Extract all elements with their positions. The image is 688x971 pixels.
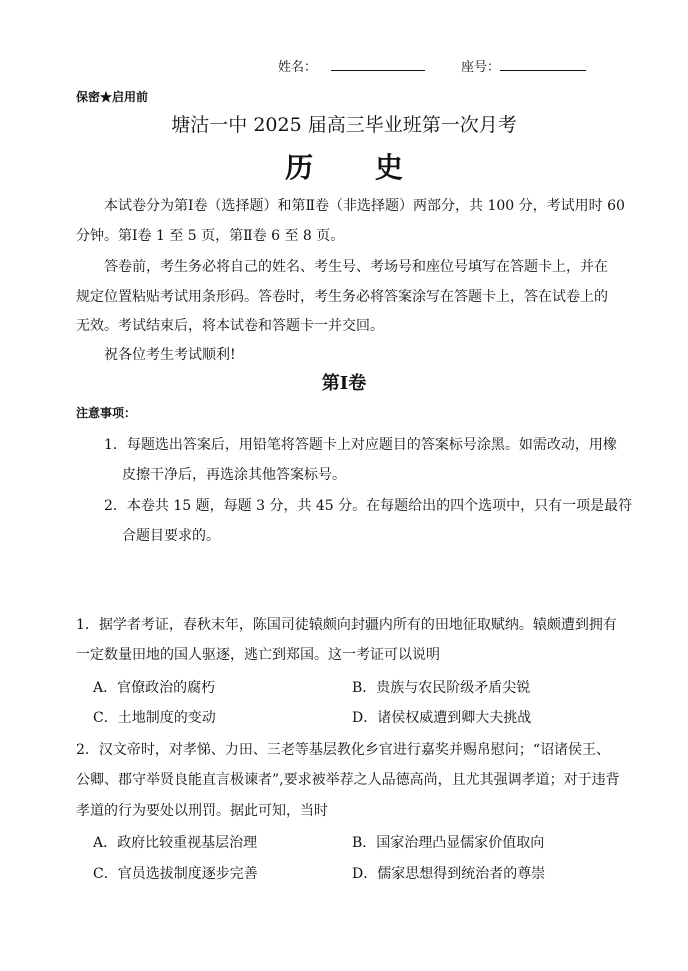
q2-option-d[interactable]: D．儒家思想得到统治者的尊崇 (352, 866, 546, 882)
q1-stem-line1: 1．据学者考证，春秋末年，陈国司徒辕颇向封疆内所有的田地征取赋纳。辕颇遭到拥有 (76, 617, 617, 633)
section-heading: 第Ⅰ卷 (321, 373, 367, 394)
note-2-line2: 合题目要求的。 (122, 528, 220, 544)
notice-label: 注意事项： (76, 406, 137, 420)
name-field[interactable] (278, 56, 425, 75)
intro-p2-line2: 规定位置粘贴考试用条形码。答卷时，考生务必将答案涂写在答题卡上，答在试卷上的 (76, 289, 608, 305)
exam-title: 塘沽一中 2025 届高三毕业班第一次月考 (171, 114, 517, 136)
seat-field[interactable] (461, 56, 586, 75)
q2-option-b[interactable]: B．国家治理凸显儒家价值取向 (352, 835, 545, 851)
intro-p2-line1: 答卷前，考生务必将自己的姓名、考生号、考场号和座位号填写在答题卡上，并在 (104, 259, 608, 275)
note-2-line1 (104, 495, 632, 515)
name-label: 姓名： (278, 60, 318, 75)
seat-label: 座号： (461, 60, 501, 75)
secret-mark: 保密★启用前 (76, 90, 149, 104)
seat-blank[interactable] (500, 56, 586, 71)
note-2-text: 本卷共 15 题，每题 3 分，共 45 分。在每题给出的四个选项中，只有一项是最符 (126, 498, 633, 514)
name-blank[interactable] (331, 56, 425, 71)
intro-p1-line1: 本试卷分为第Ⅰ卷（选择题）和第Ⅱ卷（非选择题）两部分，共 100 分，考试用时 60 (104, 198, 625, 214)
q2-stem-line3: 孝道的行为要处以刑罚。据此可知，当时 (76, 803, 328, 819)
q2-stem-line1: 2．汉文帝时，对孝悌、力田、三老等基层教化乡官进行嘉奖并赐帛慰问；“诏诸侯王、 (76, 742, 611, 758)
intro-wish: 祝各位考生考试顺利! (104, 347, 236, 363)
note-1-line2: 皮擦干净后，再选涂其他答案标号。 (122, 467, 346, 483)
q1-option-b[interactable]: B．贵族与农民阶级矛盾尖锐 (352, 680, 531, 696)
q1-stem-line2: 一定数量田地的国人驱逐，逃亡到郑国。这一考证可以说明 (76, 647, 440, 663)
note-1-line1 (104, 434, 617, 454)
note-2-number: 2． (104, 498, 127, 514)
note-1-text: 每题选出答案后，用铅笔将答题卡上对应题目的答案标号涂黑。如需改动，用橡 (126, 437, 617, 453)
intro-p1-line2: 分钟。第Ⅰ卷 1 至 5 页，第Ⅱ卷 6 至 8 页。 (76, 228, 345, 244)
subject-title: 历 史 (285, 151, 429, 184)
intro-p2-line3: 无效。考试结束后，将本试卷和答题卡一并交回。 (76, 318, 384, 334)
q1-option-c[interactable]: C．土地制度的变动 (93, 710, 216, 726)
q2-stem-line2: 公卿、郡守举贤良能直言极谏者”,要求被举荐之人品德高尚，且尤其强调孝道；对于违背 (76, 772, 620, 788)
note-1-number: 1． (104, 437, 127, 453)
q1-option-a[interactable]: A．官僚政治的腐朽 (93, 680, 216, 696)
q2-option-c[interactable]: C．官员选拔制度逐步完善 (93, 866, 258, 882)
q1-option-d[interactable]: D．诸侯权威遭到卿大夫挑战 (352, 710, 532, 726)
q2-option-a[interactable]: A．政府比较重视基层治理 (93, 835, 258, 851)
